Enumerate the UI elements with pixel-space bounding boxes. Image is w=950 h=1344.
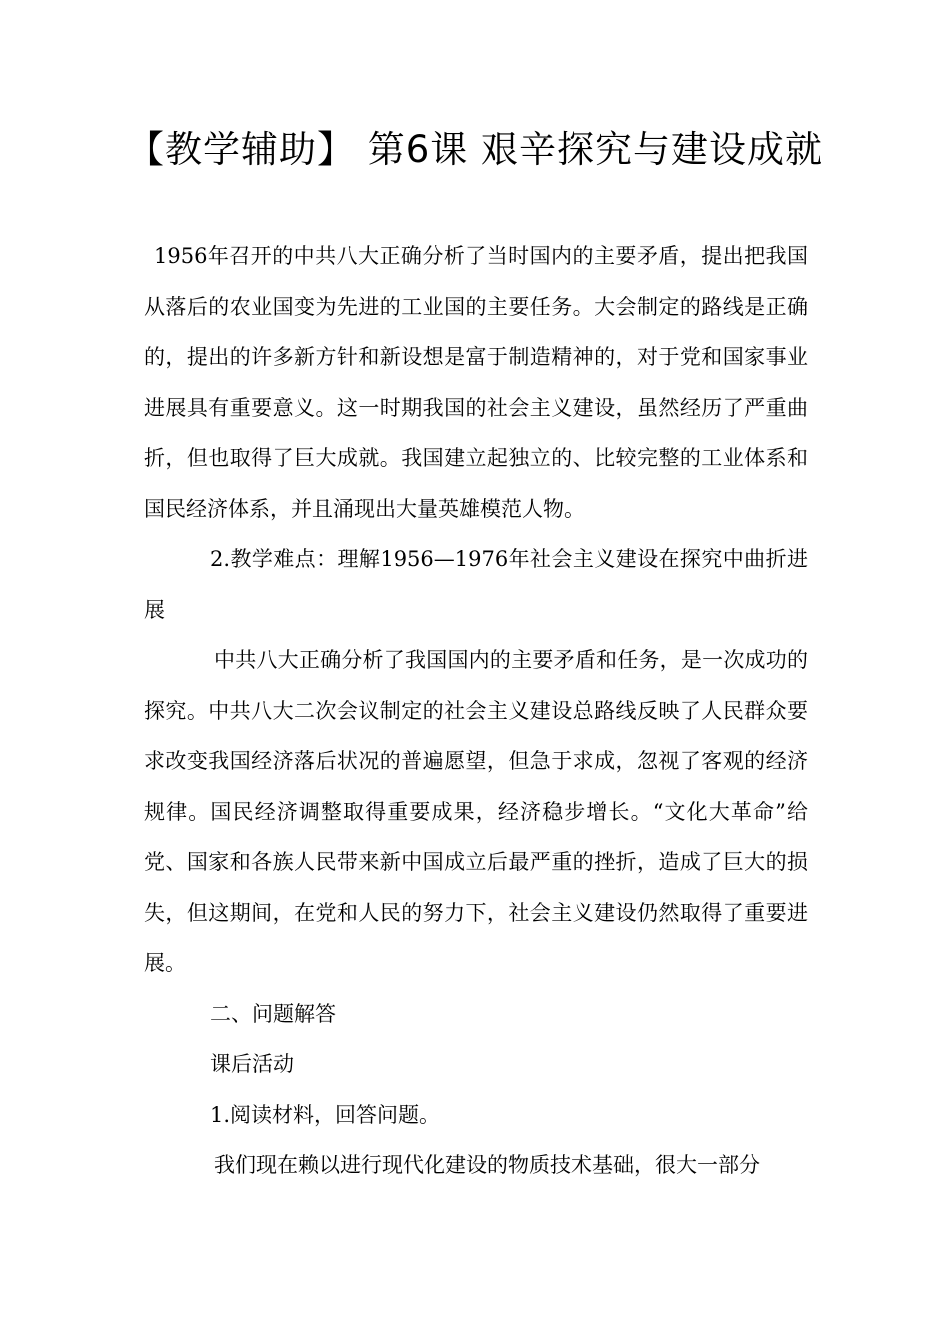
paragraph-difficulty: 2.教学难点：理解1956—1976年社会主义建设在探究中曲折进展 (144, 547, 808, 622)
subheading-after-class-activity: 课后活动 (210, 1052, 294, 1076)
paragraph-intro: 1956年召开的中共八大正确分析了当时国内的主要矛盾，提出把我国从落后的农业国变为先进的工业国的主要任务。大会制定的路线是正确的，提出的许多新方针和新设想是富于制造精神的，对于党和国家事业进展具有重要意义。这一时期我国的社会主义建设，虽然经历了严重曲折，但也取得了巨大成就。我国建立起独立的、比较完整的工业体系和国民经济体系，并且涌现出大量英雄模范人物。 (144, 244, 808, 521)
document-body (144, 231, 808, 1191)
question-prompt: 1.阅读材料，回答问题。 (210, 1102, 441, 1127)
material-excerpt: 我们现在赖以进行现代化建设的物质技术基础，很大一部分 (214, 1153, 760, 1177)
document-title: 【教学辅助】 第6课 艰辛探究与建设成就 (126, 128, 824, 171)
section-heading-qa: 二、问题解答 (210, 1001, 336, 1026)
paragraph-analysis: 中共八大正确分析了我国国内的主要矛盾和任务，是一次成功的探究。中共八大二次会议制定的社会主义建设总路线反映了人民群众要求改变我国经济落后状况的普遍愿望，但急于求成，忽视了客观的经济规律。国民经济调整取得重要成果，经济稳步增长。“文化大革命”给党、国家和各族人民带来新中国成立后最严重的挫折，造成了巨大的损失，但这期间，在党和人民的努力下，社会主义建设仍然取得了重要进展。 (144, 648, 808, 975)
